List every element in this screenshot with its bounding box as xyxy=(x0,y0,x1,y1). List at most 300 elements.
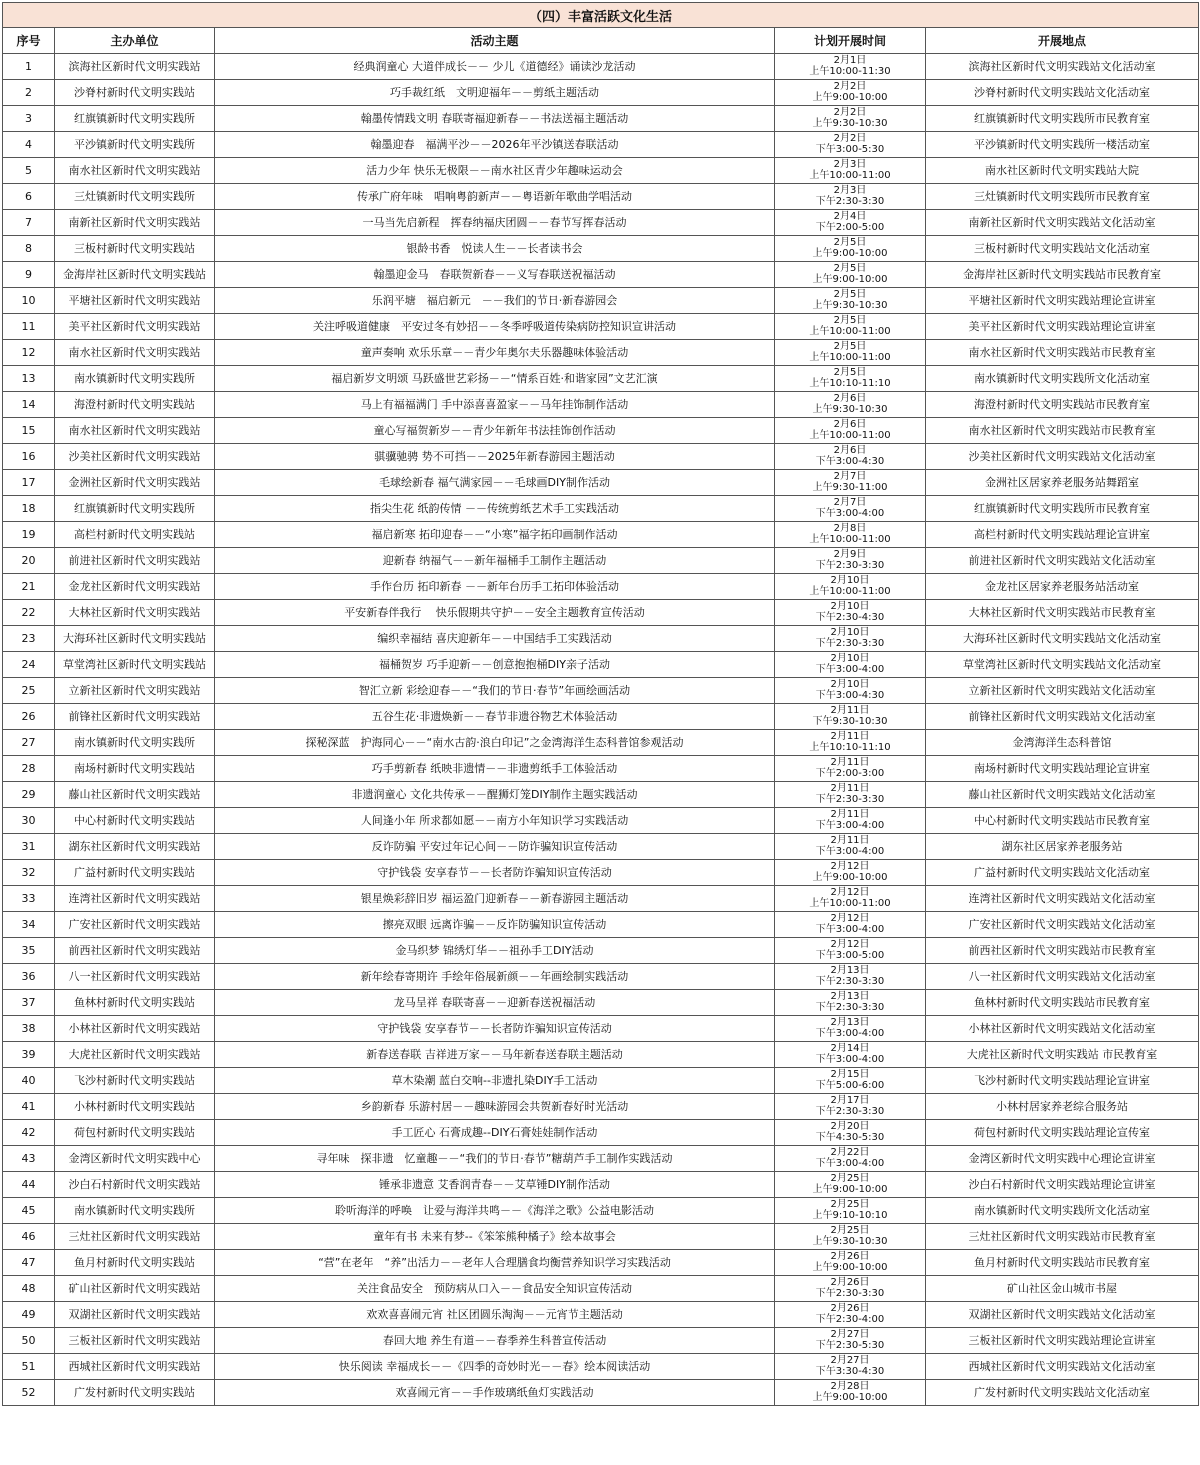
cell-date: 2月8日 xyxy=(833,523,867,534)
cell-hours: 上午9:00-10:00 xyxy=(812,1261,888,1273)
cell-organizer: 南水社区新时代文明实践站 xyxy=(55,158,215,184)
cell-no: 31 xyxy=(3,834,55,860)
table-row xyxy=(3,964,1199,990)
cell-no: 40 xyxy=(3,1068,55,1094)
cell-hours: 上午9:10-10:10 xyxy=(812,1209,888,1221)
table-row xyxy=(3,1302,1199,1328)
cell-hours: 上午10:00-11:00 xyxy=(809,169,891,181)
cell-date: 2月1日 xyxy=(833,55,867,66)
cell-organizer: 金湾区新时代文明实践中心 xyxy=(55,1146,215,1172)
cell-organizer: 湖东社区新时代文明实践站 xyxy=(55,834,215,860)
cell-location: 连湾社区新时代文明实践站文化活动室 xyxy=(926,886,1199,912)
cell-hours: 上午10:00-11:00 xyxy=(809,325,891,337)
cell-no: 51 xyxy=(3,1354,55,1380)
cell-organizer: 中心村新时代文明实践站 xyxy=(55,808,215,834)
cell-time xyxy=(775,444,926,470)
cell-date: 2月2日 xyxy=(833,81,867,92)
cell-location: 沙美社区新时代文明实践站文化活动室 xyxy=(926,444,1199,470)
cell-time xyxy=(775,964,926,990)
cell-organizer: 南水社区新时代文明实践站 xyxy=(55,340,215,366)
cell-organizer: 三板村新时代文明实践站 xyxy=(55,236,215,262)
cell-location: 沙白石村新时代文明实践站理论宣讲室 xyxy=(926,1172,1199,1198)
cell-no: 45 xyxy=(3,1198,55,1224)
cell-date: 2月13日 xyxy=(830,965,870,976)
cell-hours: 上午10:10-11:10 xyxy=(809,377,891,389)
cell-date: 2月22日 xyxy=(830,1147,870,1158)
cell-hours: 上午9:00-10:00 xyxy=(812,273,888,285)
cell-time xyxy=(775,522,926,548)
cell-location: 平沙镇新时代文明实践所一楼活动室 xyxy=(926,132,1199,158)
cell-theme: 人间逢小年 所求都如愿－－南方小年知识学习实践活动 xyxy=(215,808,775,834)
cell-theme: 编织幸福结 喜庆迎新年－－中国结手工实践活动 xyxy=(215,626,775,652)
table-row xyxy=(3,496,1199,522)
cell-theme: 欢欢喜喜闹元宵 社区团圆乐淘淘－－元宵节主题活动 xyxy=(215,1302,775,1328)
cell-location: 三灶镇新时代文明实践所市民教育室 xyxy=(926,184,1199,210)
cell-date: 2月12日 xyxy=(830,887,870,898)
cell-date: 2月5日 xyxy=(833,315,867,326)
cell-no: 20 xyxy=(3,548,55,574)
cell-no: 38 xyxy=(3,1016,55,1042)
cell-no: 52 xyxy=(3,1380,55,1406)
cell-hours: 上午9:30-10:30 xyxy=(812,403,888,415)
cell-location: 湖东社区居家养老服务站 xyxy=(926,834,1199,860)
cell-date: 2月10日 xyxy=(830,575,870,586)
cell-theme: 童年有书 未来有梦--《笨笨熊种橘子》绘本故事会 xyxy=(215,1224,775,1250)
cell-theme: 福启新寒 拓印迎春－－“小寒”福字拓印画制作活动 xyxy=(215,522,775,548)
cell-time xyxy=(775,54,926,80)
cell-organizer: 金洲社区新时代文明实践站 xyxy=(55,470,215,496)
table-row xyxy=(3,314,1199,340)
table-row xyxy=(3,80,1199,106)
cell-theme: 传承广府年味 唱响粤韵新声－－粤语新年歌曲学唱活动 xyxy=(215,184,775,210)
cell-location: 海澄村新时代文明实践站市民教育室 xyxy=(926,392,1199,418)
cell-hours: 下午2:00-5:00 xyxy=(815,221,885,233)
cell-theme: 马上有福福满门 手中添喜喜盈家－－马年挂饰制作活动 xyxy=(215,392,775,418)
cell-time xyxy=(775,392,926,418)
cell-organizer: 沙美社区新时代文明实践站 xyxy=(55,444,215,470)
table-row xyxy=(3,158,1199,184)
cell-time xyxy=(775,132,926,158)
table-row xyxy=(3,288,1199,314)
cell-location: 三板村新时代文明实践站文化活动室 xyxy=(926,236,1199,262)
cell-no: 37 xyxy=(3,990,55,1016)
cell-hours: 下午3:00-4:30 xyxy=(815,689,885,701)
cell-hours: 下午2:30-3:30 xyxy=(815,1105,885,1117)
cell-hours: 下午3:00-4:00 xyxy=(815,819,885,831)
cell-time xyxy=(775,1250,926,1276)
cell-hours: 下午4:30-5:30 xyxy=(815,1131,885,1143)
cell-date: 2月2日 xyxy=(833,107,867,118)
cell-time xyxy=(775,574,926,600)
cell-date: 2月6日 xyxy=(833,393,867,404)
cell-hours: 下午3:00-4:00 xyxy=(815,1157,885,1169)
cell-time xyxy=(775,210,926,236)
cell-location: 红旗镇新时代文明实践所市民教育室 xyxy=(926,496,1199,522)
header-organizer: 主办单位 xyxy=(55,28,215,54)
cell-date: 2月6日 xyxy=(833,445,867,456)
cell-hours: 下午3:00-4:00 xyxy=(815,1053,885,1065)
cell-hours: 下午2:30-3:30 xyxy=(815,195,885,207)
cell-hours: 下午2:30-3:30 xyxy=(815,559,885,571)
cell-no: 48 xyxy=(3,1276,55,1302)
cell-theme: 福桶贺岁 巧手迎新－－创意抱抱桶DIY亲子活动 xyxy=(215,652,775,678)
cell-location: 大海环社区新时代文明实践站文化活动室 xyxy=(926,626,1199,652)
cell-theme: 福启新岁文明颂 马跃盛世艺彩扬－－“情系百姓·和谐家园”文艺汇演 xyxy=(215,366,775,392)
table-row xyxy=(3,262,1199,288)
activity-spreadsheet xyxy=(2,2,1198,1406)
cell-no: 15 xyxy=(3,418,55,444)
cell-date: 2月5日 xyxy=(833,263,867,274)
table-row xyxy=(3,366,1199,392)
cell-location: 南水社区新时代文明实践站大院 xyxy=(926,158,1199,184)
table-row xyxy=(3,912,1199,938)
cell-organizer: 沙脊村新时代文明实践站 xyxy=(55,80,215,106)
table-row xyxy=(3,1172,1199,1198)
cell-no: 13 xyxy=(3,366,55,392)
cell-theme: 反诈防骗 平安过年记心间－－防诈骗知识宣传活动 xyxy=(215,834,775,860)
cell-no: 10 xyxy=(3,288,55,314)
cell-organizer: 平沙镇新时代文明实践所 xyxy=(55,132,215,158)
cell-organizer: 广益村新时代文明实践站 xyxy=(55,860,215,886)
cell-location: 金海岸社区新时代文明实践站市民教育室 xyxy=(926,262,1199,288)
table-row xyxy=(3,1328,1199,1354)
cell-location: 飞沙村新时代文明实践站理论宣讲室 xyxy=(926,1068,1199,1094)
cell-theme: 翰墨迎金马 春联贺新春－－义写春联送祝福活动 xyxy=(215,262,775,288)
cell-theme: 银龄书香 悦读人生－－长者读书会 xyxy=(215,236,775,262)
cell-organizer: 飞沙村新时代文明实践站 xyxy=(55,1068,215,1094)
cell-location: 广益村新时代文明实践站文化活动室 xyxy=(926,860,1199,886)
cell-hours: 上午9:00-10:00 xyxy=(812,247,888,259)
table-row xyxy=(3,132,1199,158)
cell-location: 小林社区新时代文明实践站文化活动室 xyxy=(926,1016,1199,1042)
cell-organizer: 广安社区新时代文明实践站 xyxy=(55,912,215,938)
cell-hours: 下午3:00-4:30 xyxy=(815,455,885,467)
cell-time xyxy=(775,1016,926,1042)
header-row xyxy=(3,28,1199,54)
cell-location: 三板社区新时代文明实践站理论宣讲室 xyxy=(926,1328,1199,1354)
cell-theme: 平安新春伴我行 快乐假期共守护－－安全主题教育宣传活动 xyxy=(215,600,775,626)
cell-date: 2月11日 xyxy=(830,835,870,846)
cell-time xyxy=(775,652,926,678)
cell-hours: 下午2:30-3:30 xyxy=(815,793,885,805)
cell-location: 大林社区新时代文明实践站市民教育室 xyxy=(926,600,1199,626)
activity-table xyxy=(2,2,1199,1406)
cell-hours: 上午9:00-10:00 xyxy=(812,871,888,883)
cell-organizer: 南水镇新时代文明实践所 xyxy=(55,1198,215,1224)
cell-date: 2月12日 xyxy=(830,939,870,950)
cell-date: 2月7日 xyxy=(833,497,867,508)
cell-organizer: 立新社区新时代文明实践站 xyxy=(55,678,215,704)
cell-date: 2月10日 xyxy=(830,627,870,638)
cell-no: 39 xyxy=(3,1042,55,1068)
table-row xyxy=(3,106,1199,132)
table-row xyxy=(3,1380,1199,1406)
cell-hours: 上午9:00-10:00 xyxy=(812,1391,888,1403)
cell-time xyxy=(775,262,926,288)
cell-no: 2 xyxy=(3,80,55,106)
table-row xyxy=(3,1042,1199,1068)
cell-theme: 五谷生花·非遗焕新－－春节非遗谷物艺术体验活动 xyxy=(215,704,775,730)
cell-hours: 下午2:30-3:30 xyxy=(815,1287,885,1299)
cell-hours: 上午10:00-11:30 xyxy=(809,65,891,77)
table-row xyxy=(3,548,1199,574)
cell-hours: 下午3:00-5:30 xyxy=(815,143,885,155)
cell-time xyxy=(775,808,926,834)
cell-no: 5 xyxy=(3,158,55,184)
cell-date: 2月5日 xyxy=(833,341,867,352)
cell-theme: 草木染潮 蓝白交响--非遗扎染DIY手工活动 xyxy=(215,1068,775,1094)
cell-no: 36 xyxy=(3,964,55,990)
cell-location: 红旗镇新时代文明实践所市民教育室 xyxy=(926,106,1199,132)
cell-location: 金湾海洋生态科普馆 xyxy=(926,730,1199,756)
cell-no: 9 xyxy=(3,262,55,288)
cell-hours: 下午3:00-4:00 xyxy=(815,663,885,675)
cell-time xyxy=(775,236,926,262)
cell-time xyxy=(775,418,926,444)
cell-organizer: 大虎社区新时代文明实践站 xyxy=(55,1042,215,1068)
table-row xyxy=(3,1120,1199,1146)
cell-location: 大虎社区新时代文明实践站 市民教育室 xyxy=(926,1042,1199,1068)
table-row xyxy=(3,210,1199,236)
cell-theme: 关注食品安全 预防病从口入－－食品安全知识宣传活动 xyxy=(215,1276,775,1302)
cell-date: 2月20日 xyxy=(830,1121,870,1132)
cell-organizer: 前西社区新时代文明实践站 xyxy=(55,938,215,964)
cell-date: 2月27日 xyxy=(830,1355,870,1366)
cell-time xyxy=(775,678,926,704)
cell-theme: 巧手裁红纸 文明迎福年－－剪纸主题活动 xyxy=(215,80,775,106)
cell-theme: 守护钱袋 安享春节－－长者防诈骗知识宣传活动 xyxy=(215,860,775,886)
cell-time xyxy=(775,938,926,964)
cell-no: 23 xyxy=(3,626,55,652)
cell-no: 46 xyxy=(3,1224,55,1250)
cell-time xyxy=(775,860,926,886)
cell-hours: 上午9:30-10:30 xyxy=(812,1235,888,1247)
cell-location: 鱼月村新时代文明实践站市民教育室 xyxy=(926,1250,1199,1276)
cell-organizer: 广发村新时代文明实践站 xyxy=(55,1380,215,1406)
table-row xyxy=(3,860,1199,886)
cell-theme: 迎新春 纳福气－－新年福桶手工制作主题活动 xyxy=(215,548,775,574)
cell-hours: 上午9:30-10:30 xyxy=(812,299,888,311)
table-row xyxy=(3,730,1199,756)
cell-time xyxy=(775,1042,926,1068)
cell-hours: 上午10:00-11:00 xyxy=(809,351,891,363)
cell-location: 荷包村新时代文明实践站理论宣传室 xyxy=(926,1120,1199,1146)
cell-location: 南水社区新时代文明实践站市民教育室 xyxy=(926,340,1199,366)
cell-time xyxy=(775,158,926,184)
cell-organizer: 三板社区新时代文明实践站 xyxy=(55,1328,215,1354)
cell-no: 22 xyxy=(3,600,55,626)
cell-no: 28 xyxy=(3,756,55,782)
table-row xyxy=(3,678,1199,704)
table-row xyxy=(3,626,1199,652)
cell-date: 2月14日 xyxy=(830,1043,870,1054)
cell-date: 2月26日 xyxy=(830,1251,870,1262)
cell-time xyxy=(775,626,926,652)
cell-date: 2月10日 xyxy=(830,679,870,690)
cell-date: 2月25日 xyxy=(830,1225,870,1236)
cell-location: 广发村新时代文明实践站文化活动室 xyxy=(926,1380,1199,1406)
cell-time xyxy=(775,470,926,496)
cell-no: 47 xyxy=(3,1250,55,1276)
cell-location: 立新社区新时代文明实践站文化活动室 xyxy=(926,678,1199,704)
cell-location: 藤山社区新时代文明实践站文化活动室 xyxy=(926,782,1199,808)
cell-time xyxy=(775,314,926,340)
table-row xyxy=(3,782,1199,808)
table-row xyxy=(3,236,1199,262)
cell-theme: 童声奏响 欢乐乐章－－青少年奥尔夫乐器趣味体验活动 xyxy=(215,340,775,366)
cell-theme: 欢喜闹元宵－－手作玻璃纸鱼灯实践活动 xyxy=(215,1380,775,1406)
cell-time xyxy=(775,1120,926,1146)
cell-location: 金洲社区居家养老服务站舞蹈室 xyxy=(926,470,1199,496)
cell-hours: 上午9:30-10:30 xyxy=(812,117,888,129)
table-row xyxy=(3,808,1199,834)
cell-location: 中心村新时代文明实践站市民教育室 xyxy=(926,808,1199,834)
cell-organizer: 南水镇新时代文明实践所 xyxy=(55,366,215,392)
cell-organizer: 沙白石村新时代文明实践站 xyxy=(55,1172,215,1198)
cell-organizer: 红旗镇新时代文明实践所 xyxy=(55,496,215,522)
cell-organizer: 海澄村新时代文明实践站 xyxy=(55,392,215,418)
cell-location: 草堂湾社区新时代文明实践站文化活动室 xyxy=(926,652,1199,678)
cell-organizer: 小林社区新时代文明实践站 xyxy=(55,1016,215,1042)
cell-organizer: 美平社区新时代文明实践站 xyxy=(55,314,215,340)
cell-time xyxy=(775,1224,926,1250)
cell-organizer: 小林村新时代文明实践站 xyxy=(55,1094,215,1120)
cell-no: 11 xyxy=(3,314,55,340)
cell-no: 12 xyxy=(3,340,55,366)
cell-date: 2月27日 xyxy=(830,1329,870,1340)
table-row xyxy=(3,1276,1199,1302)
cell-theme: 智汇立新 彩绘迎春－－“我们的节日·春节”年画绘画活动 xyxy=(215,678,775,704)
cell-organizer: 前锋社区新时代文明实践站 xyxy=(55,704,215,730)
cell-location: 平塘社区新时代文明实践站理论宣讲室 xyxy=(926,288,1199,314)
table-row xyxy=(3,886,1199,912)
cell-organizer: 平塘社区新时代文明实践站 xyxy=(55,288,215,314)
cell-time xyxy=(775,340,926,366)
cell-time xyxy=(775,1068,926,1094)
cell-theme: 巧手剪新春 纸映非遗情－－非遗剪纸手工体验活动 xyxy=(215,756,775,782)
table-row xyxy=(3,600,1199,626)
cell-time xyxy=(775,288,926,314)
cell-hours: 下午2:30-3:30 xyxy=(815,637,885,649)
cell-hours: 上午10:00-11:00 xyxy=(809,897,891,909)
cell-location: 南水社区新时代文明实践站市民教育室 xyxy=(926,418,1199,444)
cell-organizer: 南新社区新时代文明实践站 xyxy=(55,210,215,236)
cell-theme: 新年绘春寄期许 手绘年俗展新颜－－年画绘制实践活动 xyxy=(215,964,775,990)
cell-date: 2月11日 xyxy=(830,705,870,716)
cell-date: 2月3日 xyxy=(833,185,867,196)
cell-organizer: 藤山社区新时代文明实践站 xyxy=(55,782,215,808)
cell-hours: 上午9:00-10:00 xyxy=(812,91,888,103)
cell-no: 1 xyxy=(3,54,55,80)
cell-time xyxy=(775,886,926,912)
table-row xyxy=(3,418,1199,444)
cell-location: 三灶社区新时代文明实践站市民教育室 xyxy=(926,1224,1199,1250)
cell-time xyxy=(775,1328,926,1354)
table-row xyxy=(3,392,1199,418)
table-row xyxy=(3,470,1199,496)
cell-hours: 上午10:00-11:00 xyxy=(809,533,891,545)
cell-time xyxy=(775,782,926,808)
cell-organizer: 大海环社区新时代文明实践站 xyxy=(55,626,215,652)
cell-time xyxy=(775,496,926,522)
cell-no: 27 xyxy=(3,730,55,756)
cell-no: 35 xyxy=(3,938,55,964)
cell-date: 2月15日 xyxy=(830,1069,870,1080)
cell-time xyxy=(775,912,926,938)
cell-theme: 新春送春联 吉祥进万家－－马年新春送春联主题活动 xyxy=(215,1042,775,1068)
cell-time xyxy=(775,756,926,782)
cell-time xyxy=(775,1380,926,1406)
cell-organizer: 金龙社区新时代文明实践站 xyxy=(55,574,215,600)
cell-hours: 下午3:30-4:30 xyxy=(815,1365,885,1377)
cell-organizer: 连湾社区新时代文明实践站 xyxy=(55,886,215,912)
cell-no: 33 xyxy=(3,886,55,912)
cell-theme: 一马当先启新程 挥春纳福庆团圆－－春节写挥春活动 xyxy=(215,210,775,236)
cell-time xyxy=(775,1094,926,1120)
cell-theme: 春回大地 养生有道－－春季养生科普宣传活动 xyxy=(215,1328,775,1354)
cell-hours: 下午5:00-6:00 xyxy=(815,1079,885,1091)
cell-organizer: 南水镇新时代文明实践所 xyxy=(55,730,215,756)
cell-location: 滨海社区新时代文明实践站文化活动室 xyxy=(926,54,1199,80)
cell-theme: 锤承非遗意 艾香润青春－－艾草锤DIY制作活动 xyxy=(215,1172,775,1198)
cell-no: 8 xyxy=(3,236,55,262)
cell-location: 高栏村新时代文明实践站理论宣讲室 xyxy=(926,522,1199,548)
cell-hours: 下午2:30-4:30 xyxy=(815,611,885,623)
cell-hours: 下午2:30-4:00 xyxy=(815,1313,885,1325)
cell-theme: 擦亮双眼 远离诈骗－－反诈防骗知识宣传活动 xyxy=(215,912,775,938)
cell-hours: 下午3:00-4:00 xyxy=(815,1027,885,1039)
table-row xyxy=(3,990,1199,1016)
cell-organizer: 红旗镇新时代文明实践所 xyxy=(55,106,215,132)
cell-time xyxy=(775,1302,926,1328)
cell-time xyxy=(775,1198,926,1224)
cell-no: 3 xyxy=(3,106,55,132)
cell-date: 2月26日 xyxy=(830,1277,870,1288)
cell-location: 广安社区新时代文明实践站文化活动室 xyxy=(926,912,1199,938)
cell-organizer: 八一社区新时代文明实践站 xyxy=(55,964,215,990)
cell-location: 金龙社区居家养老服务站活动室 xyxy=(926,574,1199,600)
cell-hours: 下午3:00-4:00 xyxy=(815,507,885,519)
cell-theme: 金马织梦 锦绣灯华－－祖孙手工DIY活动 xyxy=(215,938,775,964)
cell-no: 19 xyxy=(3,522,55,548)
cell-theme: 指尖生花 纸韵传情 －－传统剪纸艺术手工实践活动 xyxy=(215,496,775,522)
cell-date: 2月7日 xyxy=(833,471,867,482)
cell-theme: 经典润童心 大道伴成长－－ 少儿《道德经》诵读沙龙活动 xyxy=(215,54,775,80)
cell-date: 2月9日 xyxy=(833,549,867,560)
cell-theme: “营”在老年 “养”出活力－－老年人合理膳食均衡营养知识学习实践活动 xyxy=(215,1250,775,1276)
table-row xyxy=(3,834,1199,860)
cell-date: 2月3日 xyxy=(833,159,867,170)
cell-time xyxy=(775,548,926,574)
cell-time xyxy=(775,1146,926,1172)
cell-date: 2月25日 xyxy=(830,1173,870,1184)
cell-organizer: 前进社区新时代文明实践站 xyxy=(55,548,215,574)
cell-theme: 聆听海洋的呼唤 让爱与海洋共鸣－－《海洋之歌》公益电影活动 xyxy=(215,1198,775,1224)
table-row xyxy=(3,1068,1199,1094)
cell-theme: 寻年味 探非遗 忆童趣－－“我们的节日·春节”糖葫芦手工制作实践活动 xyxy=(215,1146,775,1172)
cell-no: 50 xyxy=(3,1328,55,1354)
cell-date: 2月12日 xyxy=(830,913,870,924)
cell-no: 14 xyxy=(3,392,55,418)
cell-organizer: 西城社区新时代文明实践站 xyxy=(55,1354,215,1380)
cell-date: 2月26日 xyxy=(830,1303,870,1314)
cell-hours: 上午10:00-11:00 xyxy=(809,429,891,441)
cell-no: 16 xyxy=(3,444,55,470)
cell-date: 2月4日 xyxy=(833,211,867,222)
cell-theme: 非遗润童心 文化共传承－－醒狮灯笼DIY制作主题实践活动 xyxy=(215,782,775,808)
table-row xyxy=(3,444,1199,470)
cell-date: 2月28日 xyxy=(830,1381,870,1392)
